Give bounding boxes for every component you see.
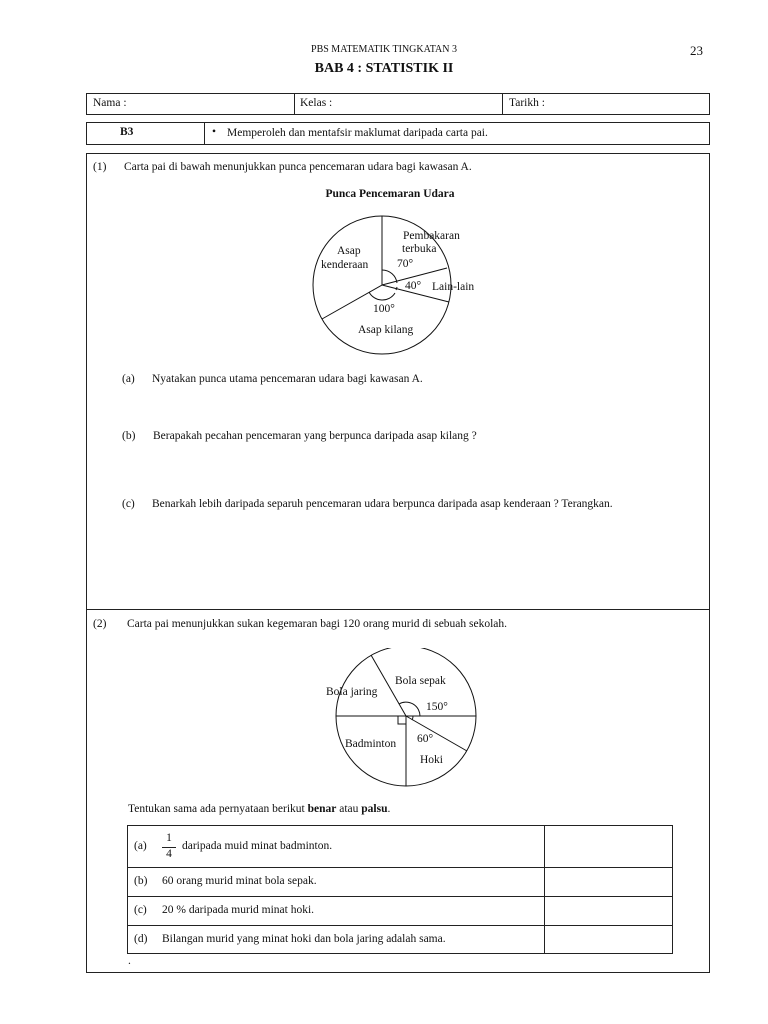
label-hoki: Hoki bbox=[420, 754, 443, 766]
word-palsu: palsu bbox=[361, 803, 388, 815]
statement-b-label: (b) bbox=[134, 875, 148, 887]
q1a-label: (a) bbox=[122, 373, 135, 385]
statement-c-text: 20 % daripada murid minat hoki. bbox=[162, 904, 315, 916]
q1b-label: (b) bbox=[122, 430, 136, 442]
page-number: 23 bbox=[690, 43, 703, 58]
label-asap-kilang: Asap kilang bbox=[358, 324, 414, 336]
q1-number: (1) bbox=[93, 161, 107, 173]
q1a-text: Nyatakan punca utama pencemaran udara bagi kawasan A. bbox=[152, 373, 423, 385]
statement-d-label: (d) bbox=[134, 933, 148, 945]
pie2-right-angle-mark bbox=[398, 716, 406, 724]
q2-number: (2) bbox=[93, 618, 107, 630]
label-100: 100° bbox=[373, 303, 395, 315]
fraction-numerator: 1 bbox=[166, 832, 172, 844]
divider bbox=[86, 609, 710, 610]
info-row bbox=[86, 93, 710, 115]
label-bola-jaring: Bola jaring bbox=[326, 686, 378, 698]
label-40: 40° bbox=[405, 280, 422, 292]
q2-text: Carta pai menunjukkan sukan kegemaran bagi 120 orang murid di sebuah sekolah. bbox=[127, 618, 508, 630]
standard-descriptor: Memperoleh dan mentafsir maklumat daripada carta pai. bbox=[227, 127, 488, 139]
nama-field[interactable]: Nama : bbox=[93, 97, 127, 109]
q2-instruction: Tentukan sama ada pernyataan berikut benar atau palsu. bbox=[128, 803, 391, 815]
pie1-angle-arc-70 bbox=[382, 270, 397, 283]
subject-header: PBS MATEMATIK TINGKATAN 3 bbox=[311, 44, 457, 55]
q1-text: Carta pai di bawah menunjukkan punca pencemaran udara bagi kawasan A. bbox=[124, 161, 472, 173]
pie1-angle-arc-40 bbox=[396, 287, 397, 290]
word-benar: benar bbox=[307, 803, 337, 815]
statement-d-text: Bilangan murid yang minat hoki dan bola jaring adalah sama. bbox=[162, 933, 446, 945]
pie2-angle-arc-60 bbox=[412, 716, 413, 720]
divider bbox=[294, 93, 295, 115]
trailing-dot: . bbox=[128, 955, 131, 967]
chapter-title: BAB 4 : STATISTIK II bbox=[314, 61, 454, 76]
table-row-divider bbox=[127, 867, 673, 868]
label-kenderaan: kenderaan bbox=[321, 259, 369, 271]
table-row-divider bbox=[127, 925, 673, 926]
pie2-radius-lower-right bbox=[406, 716, 467, 751]
label-badminton: Badminton bbox=[345, 738, 397, 750]
pollution-pie-chart bbox=[300, 215, 490, 355]
divider bbox=[502, 93, 503, 115]
table-column-divider bbox=[544, 825, 545, 954]
q1c-label: (c) bbox=[122, 498, 135, 510]
pie1-angle-arc-100 bbox=[369, 292, 395, 300]
label-terbuka: terbuka bbox=[402, 243, 437, 255]
label-150: 150° bbox=[426, 701, 448, 713]
fraction-denominator: 4 bbox=[166, 848, 172, 860]
standard-code: B3 bbox=[120, 126, 134, 138]
kelas-field[interactable]: Kelas : bbox=[300, 97, 333, 109]
label-asap: Asap bbox=[337, 245, 361, 257]
label-bola-sepak: Bola sepak bbox=[395, 675, 446, 687]
statement-c-label: (c) bbox=[134, 904, 147, 916]
sports-pie-chart bbox=[320, 648, 490, 788]
statement-b-text: 60 orang murid minat bola sepak. bbox=[162, 875, 317, 887]
divider bbox=[204, 122, 205, 145]
label-lain-lain: Lain-lain bbox=[432, 281, 475, 293]
q1c-text: Benarkah lebih daripada separuh pencemaran udara berpunca daripada asap kenderaan ? Terangkan. bbox=[152, 498, 613, 510]
table-row-divider bbox=[127, 896, 673, 897]
label-pembakaran: Pembakaran bbox=[403, 230, 460, 242]
statement-a-label: (a) bbox=[134, 840, 147, 852]
label-70: 70° bbox=[397, 258, 414, 270]
statement-a-text: daripada muid minat badminton. bbox=[182, 840, 333, 852]
bullet: • bbox=[212, 126, 217, 138]
tarikh-field[interactable]: Tarikh : bbox=[509, 97, 545, 109]
q1b-text: Berapakah pecahan pencemaran yang berpunca daripada asap kilang ? bbox=[153, 430, 477, 442]
label-60: 60° bbox=[417, 733, 434, 745]
chart1-title: Punca Pencemaran Udara bbox=[325, 188, 455, 200]
